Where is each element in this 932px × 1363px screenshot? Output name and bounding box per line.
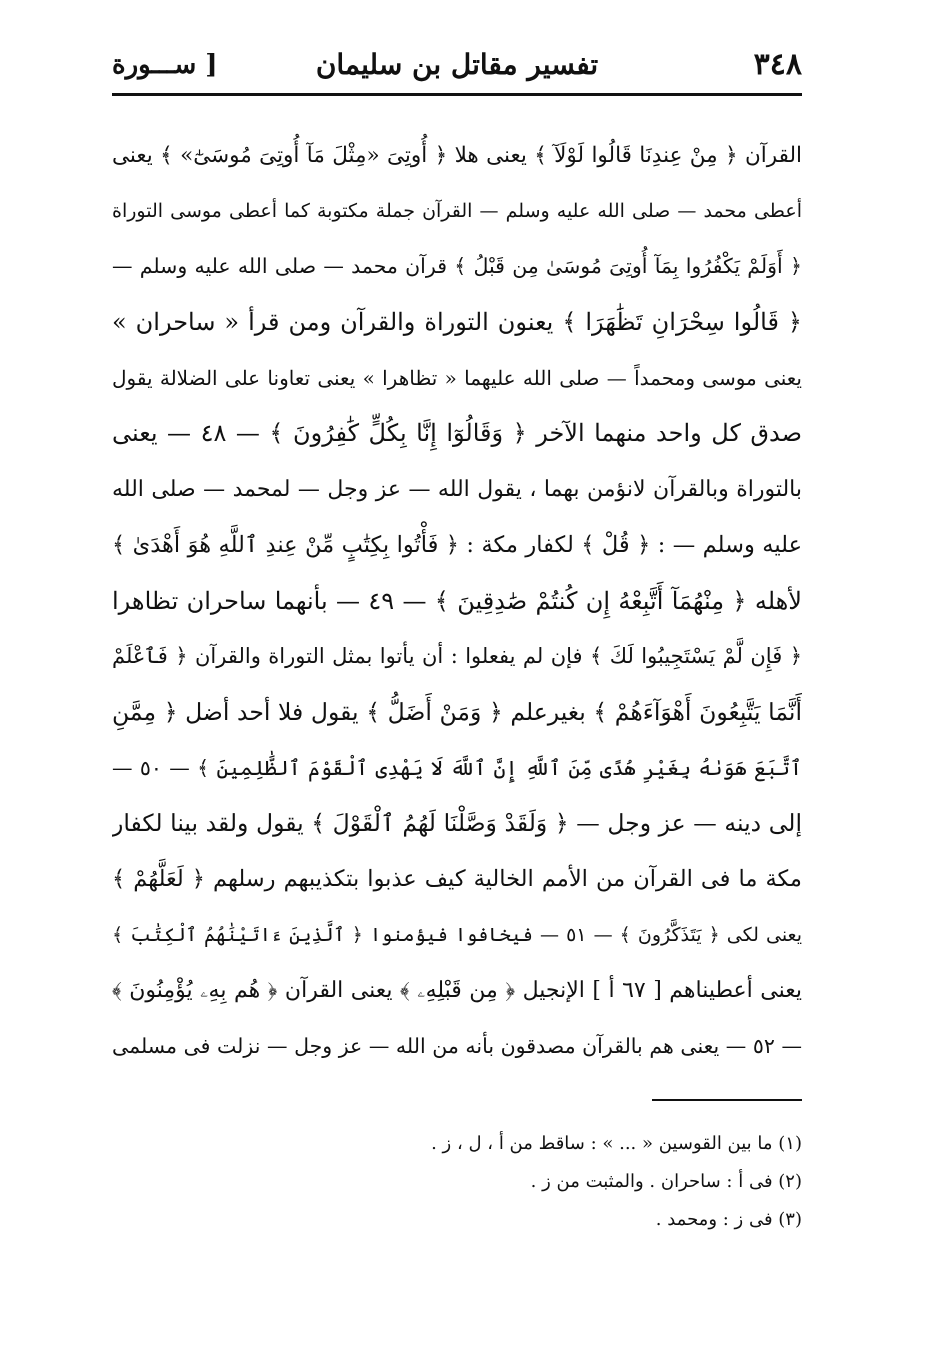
text-line: أَنَّمَا يَتَّبِعُونَ أَهْوَآءَهُمْ ﴾ بغيرعلم ﴿ وَمَنْ أَضَلُّ ﴾ يقول فلا أحد أضل ﴿ مِمَّنِ: [112, 697, 802, 726]
sura-label: [ ســـورة: [112, 50, 218, 80]
header-rule: [112, 93, 802, 96]
text-line: — ٥٢ — يعنى هم بالقرآن مصدقون بأنه من الله — عز وجل — نزلت فى مسلمى: [112, 1034, 802, 1058]
text-line: يعنى أعطيناهم [ ٦٧ أ ] الإنجيل ﴿ مِن قَبْلِهِۦ ﴾ يعنى القرآن ﴿ هُم بِهِۦ يُؤْمِنُونَ ﴾: [112, 978, 802, 1004]
text-line: صدق كل واحد منهما الآخر ﴿ وَقَالُوٓا إِنَّا بِكُلٍّ كَٰفِرُونَ ﴾ — ٤٨ — يعنى: [112, 419, 802, 448]
page-number: ٣٤٨: [753, 47, 802, 82]
text-line: لأهله ﴿ مِنْهُمَآ أَتَّبِعْهُ إِن كُنتُمْ صَٰدِقِينَ ﴾ — ٤٩ — بأنهما ساحران تظاهرا: [112, 586, 802, 615]
footnote: (١) ما بين القوسين « ... » : ساقط من أ ، ل ، ز .: [431, 1133, 802, 1154]
text-line: مكة ما فى القرآن من الأمم الخالية كيف عذبوا بتكذيبهم رسلهم ﴿ لَعَلَّهُمْ ﴾: [112, 865, 802, 892]
text-line: القرآن ﴿ مِنْ عِندِنَا قَالُوا لَوْلَآ ﴾ يعنى هلا ﴿ أُوتِىَ «مِثْلَ مَآ أُوتِىَ مُوسَىٰٓ» ﴾ يعنى: [112, 143, 802, 168]
text-line: عليه وسلم — : ﴿ قُلْ ﴾ لكفار مكة : ﴿ فَأْتُوا بِكِتَٰبٍ مِّنْ عِندِ ٱللَّهِ هُوَ أَهْدَىٰ ﴾: [112, 531, 802, 558]
text-line: إلى دينه — عز وجل — ﴿ وَلَقَدْ وَصَّلْنَا لَهُمُ ٱلْقَوْلَ ﴾ يقول ولقد بينا لكفار: [112, 809, 802, 838]
footnote-rule: [652, 1099, 802, 1101]
text-line: ﴿ فَإِن لَّمْ يَسْتَجِيبُوا لَكَ ﴾ فإن لم يفعلوا : أن يأتوا بمثل التوراة والقرآن ﴿ فَٱعْلَمْ: [112, 644, 802, 669]
text-line: ﴿ أَوَلَمْ يَكْفُرُوا بِمَآ أُوتِىَ مُوسَىٰ مِن قَبْلُ ﴾ قرآن محمد — صلى الله عليه وسلم —: [112, 254, 802, 279]
page-header: [112, 42, 802, 88]
text-line: ٱتَّبَعَ هَوَىٰهُ بِغَيْرِ هُدًى مِّنَ ٱللَّهِ إِنَّ ٱللَّهَ لَا يَهْدِى ٱلْقَوْمَ ٱلظَّٰلِمِينَ ﴾ — ٥٠ —: [112, 755, 802, 780]
text-line: يعنى لكى ﴿ يَتَذَكَّرُونَ ﴾ — ٥١ — فيخافوا فيؤمنوا ﴿ ٱلَّذِينَ ءَاتَيْنَٰهُمُ ٱلْكِتَٰبَ ﴾: [112, 923, 802, 946]
footnotes: [112, 1125, 802, 1239]
text-line: ﴿ قَالُوا سِحْرَانِ تَظَٰهَرَا ﴾ يعنون التوراة والقرآن ومن قرأ « ساحران »: [112, 308, 802, 337]
footnote: (٣) فى ز : ومحمد .: [655, 1209, 802, 1230]
running-title: تفسير مقاتل بن سليمان: [315, 48, 599, 81]
text-line: يعنى موسى ومحمداً — صلى الله عليهما « تظاهرا » يعنى تعاونا على الضلالة يقول: [112, 365, 802, 390]
text-line: بالتوراة وبالقرآن لانؤمن بهما ، يقول الله — عز وجل — لمحمد — صلى الله: [112, 477, 802, 503]
text-line: أعطى محمد — صلى الله عليه وسلم — القرآن جملة مكتوبة كما أعطى موسى التوراة: [112, 199, 802, 222]
footnote: (٢) فى أ : ساحران . والمثبت من ز .: [530, 1171, 802, 1192]
body-text: [112, 128, 802, 1075]
